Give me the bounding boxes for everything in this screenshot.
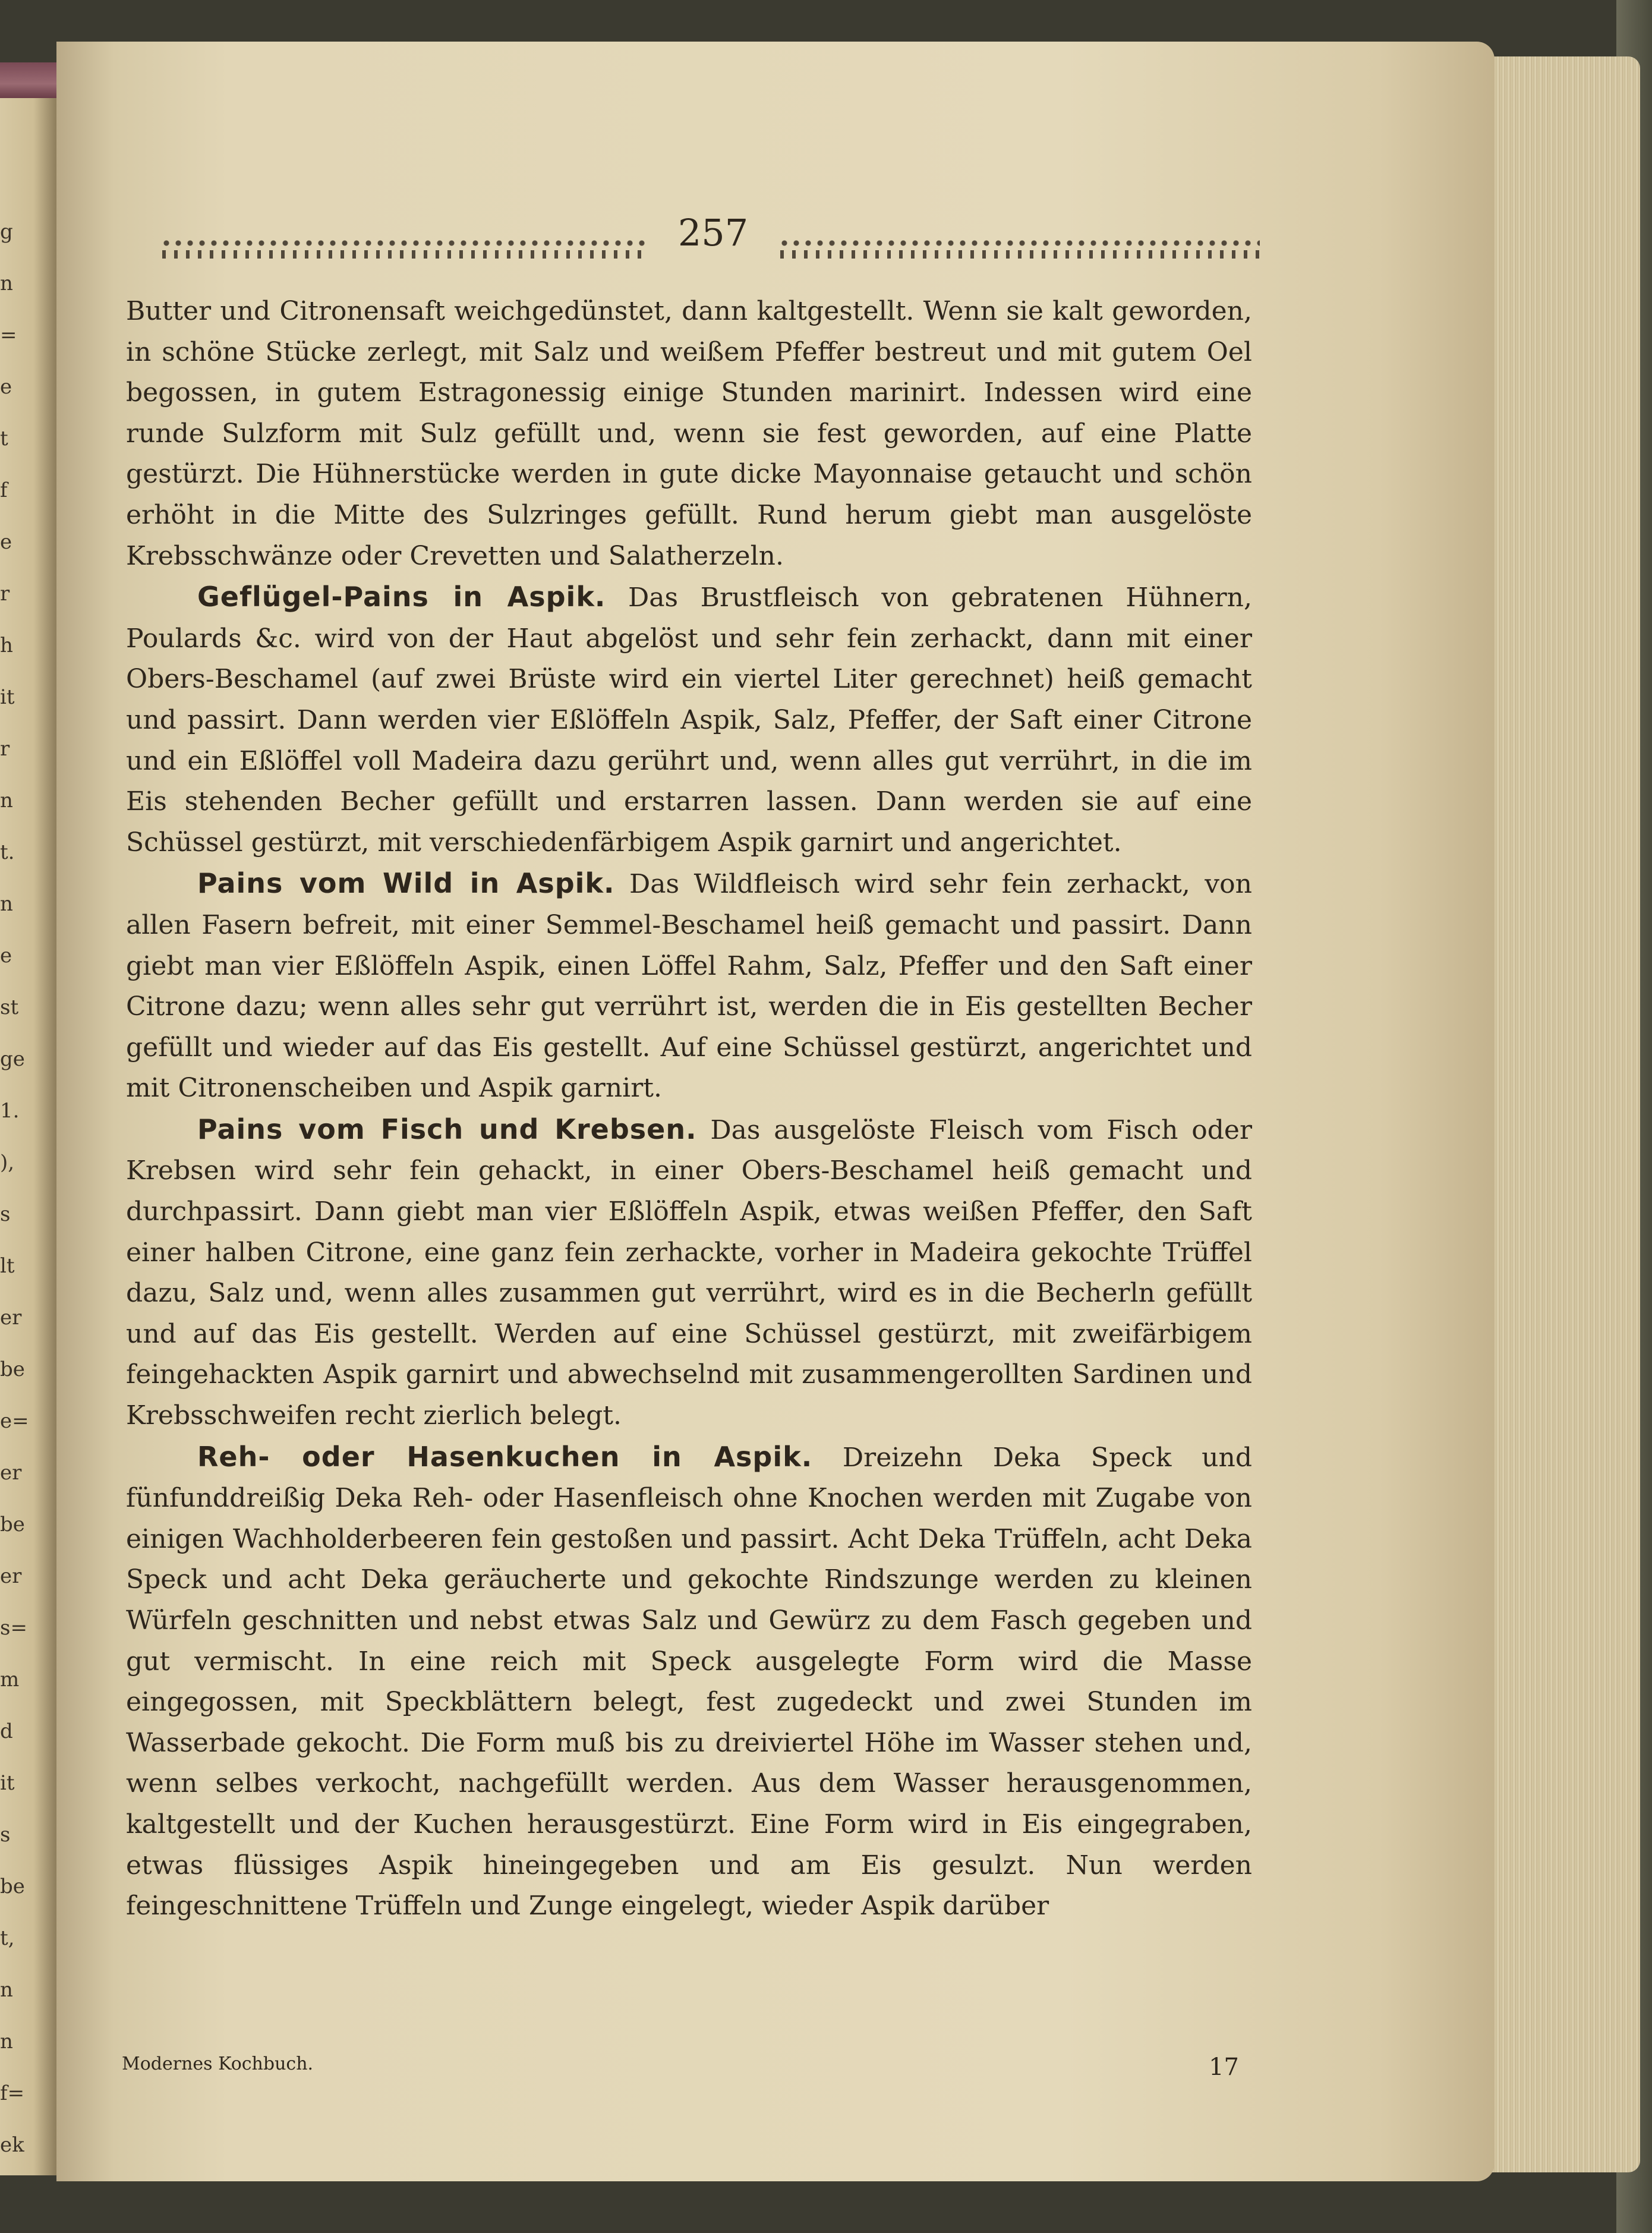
recipe-heading: Pains vom Wild in Aspik. <box>197 867 615 900</box>
recipe-text: Das Wildfleisch wird sehr fein zerhackt, von allen Fasern befreit, mit einer Semmel-Beschamel heiß gemacht und passirt. Dann giebt man vier Eßlöffeln Aspik, einen Löffel Rahm, Salz, Pfeffer und den Saft einer Citrone dazu; wenn alles sehr gut verrührt ist, werden die in Eis gestellten Becher gefüllt und wieder auf das Eis gestellt. Auf eine Schüssel gestürzt, angerichtet und mit Citronenscheiben und Aspik garnirt. <box>126 869 1252 1104</box>
continued-paragraph <box>126 291 1252 577</box>
previous-page-line-fragment: be <box>0 1358 25 1381</box>
recipe-heading: Reh- oder Hasenkuchen in Aspik. <box>197 1440 813 1473</box>
recipe-paragraph <box>126 1437 1252 1927</box>
previous-page-sliver <box>0 83 56 2175</box>
previous-page-line-fragment: s= <box>0 1616 27 1640</box>
recipe-heading: Geflügel-Pains in Aspik. <box>197 581 606 613</box>
previous-page-line-fragment: r <box>0 737 10 761</box>
recipe-heading: Pains vom Fisch und Krebsen. <box>197 1113 697 1145</box>
previous-page-line-fragment: = <box>0 323 17 347</box>
previous-page-line-fragment: er <box>0 1306 22 1330</box>
printer-signature-mark: 17 <box>1209 2054 1239 2081</box>
previous-page-line-fragment: r <box>0 582 10 606</box>
previous-page-line-fragment: e= <box>0 1409 29 1433</box>
previous-page-line-fragment: t, <box>0 1926 15 1950</box>
previous-page-line-fragment: n <box>0 892 13 916</box>
previous-page-line-fragment: g <box>0 220 13 244</box>
recipe-text: Das ausgelöste Fleisch vom Fisch oder Krebsen wird sehr fein gehackt, in einer Obers-Beschamel heiß gemacht und durchpassirt. Dann giebt man vier Eßlöffeln Aspik, etwas weißen Pfeffer, den Saft einer halben Citrone, eine ganz fein zerhackte, vorher in Madeira gekochte Trüffel dazu, Salz und, wenn alles zusammen gut verrührt, wird es in die Becherln gefüllt und auf das Eis gestellt. Werden auf eine Schüssel gestürzt, mit zweifärbigem feingehackten Aspik garnirt und abwechselnd mit zusammengerollten Sardinen und Krebsschweifen recht zierlich belegt. <box>126 1114 1252 1431</box>
previous-page-line-fragment: ek <box>0 2133 24 2157</box>
previous-page-line-fragment: t <box>0 427 8 451</box>
previous-page-line-fragment: ge <box>0 1047 25 1071</box>
previous-page-line-fragment: n <box>0 1978 13 2002</box>
recipe-paragraph <box>126 863 1252 1109</box>
previous-page-line-fragment: it <box>0 685 15 709</box>
previous-page-line-fragment: h <box>0 634 13 657</box>
previous-page-line-fragment: s <box>0 1823 11 1847</box>
previous-page-line-fragment: er <box>0 1564 22 1588</box>
previous-page-line-fragment: s <box>0 1202 11 1226</box>
header-ornament-left <box>160 235 648 259</box>
previous-page-line-fragment: it <box>0 1771 15 1795</box>
previous-page-line-fragment: er <box>0 1461 22 1485</box>
body-text <box>126 291 1252 1927</box>
recipe-paragraph <box>126 577 1252 863</box>
previous-page-line-fragment: e <box>0 530 12 554</box>
previous-page-line-fragment: m <box>0 1668 20 1692</box>
previous-page-line-fragment: d <box>0 1719 13 1743</box>
previous-page-line-fragment: lt <box>0 1254 15 1278</box>
previous-page-line-fragment: st <box>0 996 19 1019</box>
recipe-text: Dreizehn Deka Speck und fünfunddreißig Deka Reh- oder Hasenfleisch ohne Knochen werden mit Zugabe von einigen Wachholderbeeren fein gestoßen und passirt. Acht Deka Trüffeln, acht Deka Speck und acht Deka geräucherte und gekochte Rindszunge werden zu kleinen Würfeln geschnitten und nebst etwas Salz und Gewürz zu dem Fasch gegeben und gut vermischt. In eine reich mit Speck ausgelegte Form wird die Masse eingegossen, mit Speckblättern belegt, fest zugedeckt und zwei Stunden im Wasserbade gekocht. Die Form muß bis zu dreiviertel Höhe im Wasser stehen und, wenn selbes verkocht, nachgefüllt werden. Aus dem Wasser herausgenommen, kaltgestellt und der Kuchen herausgestürzt. Eine Form wird in Eis eingegraben, etwas flüssiges Aspik hineingegeben und am Eis gesulzt. Nun werden feingeschnittene Trüffeln und Zunge eingelegt, wieder Aspik darüber <box>126 1442 1252 1922</box>
page-footer <box>122 2054 1239 2089</box>
page-header <box>160 205 1260 270</box>
previous-page-line-fragment: n <box>0 789 13 812</box>
previous-page-line-fragment: n <box>0 2030 13 2054</box>
recipe-paragraph <box>126 1109 1252 1437</box>
running-book-title: Modernes Kochbuch. <box>122 2054 314 2074</box>
previous-page-line-fragment: n <box>0 272 13 295</box>
recipe-text: Butter und Citronensaft weichgedünstet, dann kaltgestellt. Wenn sie kalt geworden, in schöne Stücke zerlegt, mit Salz und weißem Pfeffer bestreut und mit gutem Oel begossen, in gutem Estragonessig einige Stunden marinirt. Indessen wird eine runde Sulzform mit Sulz gefüllt und, wenn sie fest geworden, auf eine Platte gestürzt. Die Hühnerstücke werden in gute dicke Mayonnaise getaucht und schön erhöht in die Mitte des Sulzringes gefüllt. Rund herum giebt man ausgelöste Krebsschwänze oder Crevetten und Salatherzeln. <box>126 296 1252 571</box>
previous-page-line-fragment: e <box>0 375 12 399</box>
binding-ribbon <box>0 62 59 98</box>
previous-page-fragments <box>0 83 56 2175</box>
previous-page-line-fragment: f= <box>0 2081 25 2105</box>
previous-page-line-fragment: 1. <box>0 1099 20 1123</box>
previous-page-line-fragment: f <box>0 478 8 502</box>
recipe-text: Das Brustfleisch von gebratenen Hühnern, Poulards &c. wird von der Haut abgelöst und sehr fein zerhackt, dann mit einer Obers-Beschamel (auf zwei Brüste wird ein viertel Liter gerechnet) heiß gemacht und passirt. Dann werden vier Eßlöffeln Aspik, Salz, Pfeffer, der Saft einer Citrone und ein Eßlöffel voll Madeira dazu gerührt und, wenn alles gut verrührt, in die im Eis stehenden Becher gefüllt und erstarren lassen. Dann werden sie auf eine Schüssel gestürzt, mit verschiedenfärbigem Aspik garnirt und angerichtet. <box>126 582 1252 858</box>
page-number: 257 <box>677 211 749 254</box>
previous-page-line-fragment: ), <box>0 1151 15 1174</box>
previous-page-line-fragment: e <box>0 944 12 968</box>
previous-page-line-fragment: be <box>0 1513 25 1536</box>
previous-page-line-fragment: t. <box>0 840 15 864</box>
previous-page-line-fragment: be <box>0 1875 25 1898</box>
header-ornament-right <box>778 235 1260 259</box>
